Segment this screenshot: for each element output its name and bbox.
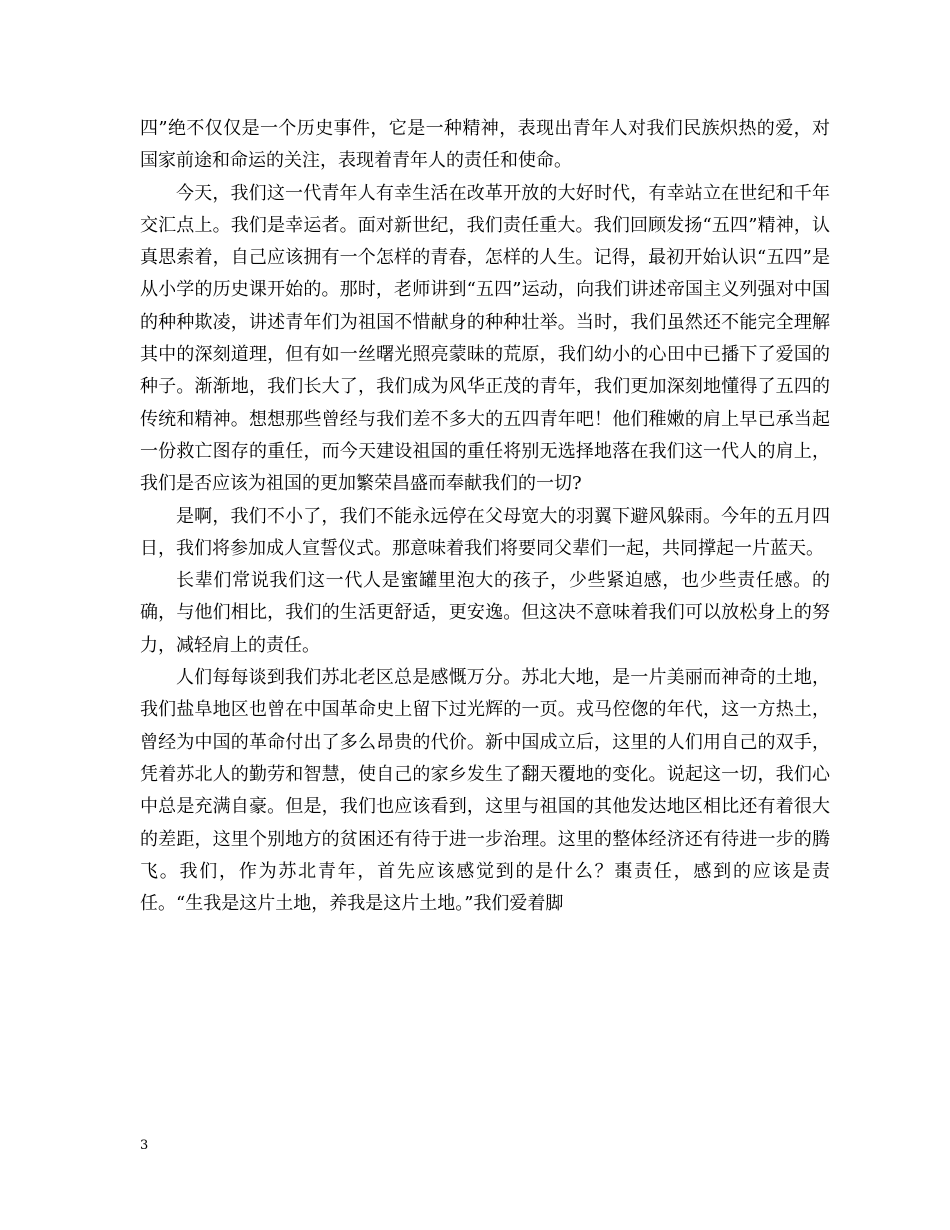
paragraph-5: 人们每每谈到我们苏北老区总是感慨万分。苏北大地，是一片美丽而神奇的土地，我们盐阜地区也曾在中国革命史上留下过光辉的一页。戎马倥偬的年代，这一方热土，曾经为中国的革命付出了多么昂贵的代价。新中国成立后，这里的人们用自己的双手，凭着苏北人的勤劳和智慧，使自己的家乡发生了翻天覆地的变化。说起这一切，我们心中总是充满自豪。但是，我们也应该看到，这里与祖国的其他发达地区相比还有着很大的差距，这里个别地方的贫困还有待于进一步治理。这里的整体经济还有待进一步的腾飞。我们，作为苏北青年，首先应该感觉到的是什么？棗责任，感到的应该是责任。“生我是这片土地，养我是这片土地。”我们爱着脚 xyxy=(140,667,830,915)
paragraph-2: 今天，我们这一代青年人有幸生活在改革开放的大好时代，有幸站立在世纪和千年交汇点上。我们是幸运者。面对新世纪，我们责任重大。我们回顾发扬“五四”精神，认真思索着，自己应该拥有一个怎样的青春，怎样的人生。记得，最初开始认识“五四”是从小学的历史课开始的。那时，老师讲到“五四”运动，向我们讲述帝国主义列强对中国的种种欺凌，讲述青年们为祖国不惜献身的种种壮举。当时，我们虽然还不能完全理解其中的深刻道理，但有如一丝曙光照亮蒙昧的荒原，我们幼小的心田中已播下了爱国的种子。渐渐地，我们长大了，我们成为风华正茂的青年，我们更加深刻地懂得了五四的传统和精神。想想那些曾经与我们差不多大的五四青年吧！他们稚嫩的肩上早已承当起一份救亡图存的重任，而今天建设祖国的重任将别无选择地落在我们这一代人的肩上，我们是否应该为祖国的更加繁荣昌盛而奉献我们的一切? xyxy=(140,182,830,495)
paragraph-1: 四”绝不仅仅是一个历史事件，它是一种精神，表现出青年人对我们民族炽热的爱，对国家前途和命运的关注，表现着青年人的责任和使命。 xyxy=(140,118,830,172)
page-number: 3 xyxy=(140,1138,149,1153)
paragraph-4: 长辈们常说我们这一代人是蜜罐里泡大的孩子，少些紧迫感，也少些责任感。的确，与他们相比，我们的生活更舒适，更安逸。但这决不意味着我们可以放松身上的努力，减轻肩上的责任。 xyxy=(140,570,830,656)
document-body xyxy=(140,113,830,920)
paragraph-3: 是啊，我们不小了，我们不能永远停在父母宽大的羽翼下避风躲雨。今年的五月四日，我们将参加成人宣誓仪式。那意味着我们将要同父辈们一起，共同撑起一片蓝天。 xyxy=(140,505,830,559)
